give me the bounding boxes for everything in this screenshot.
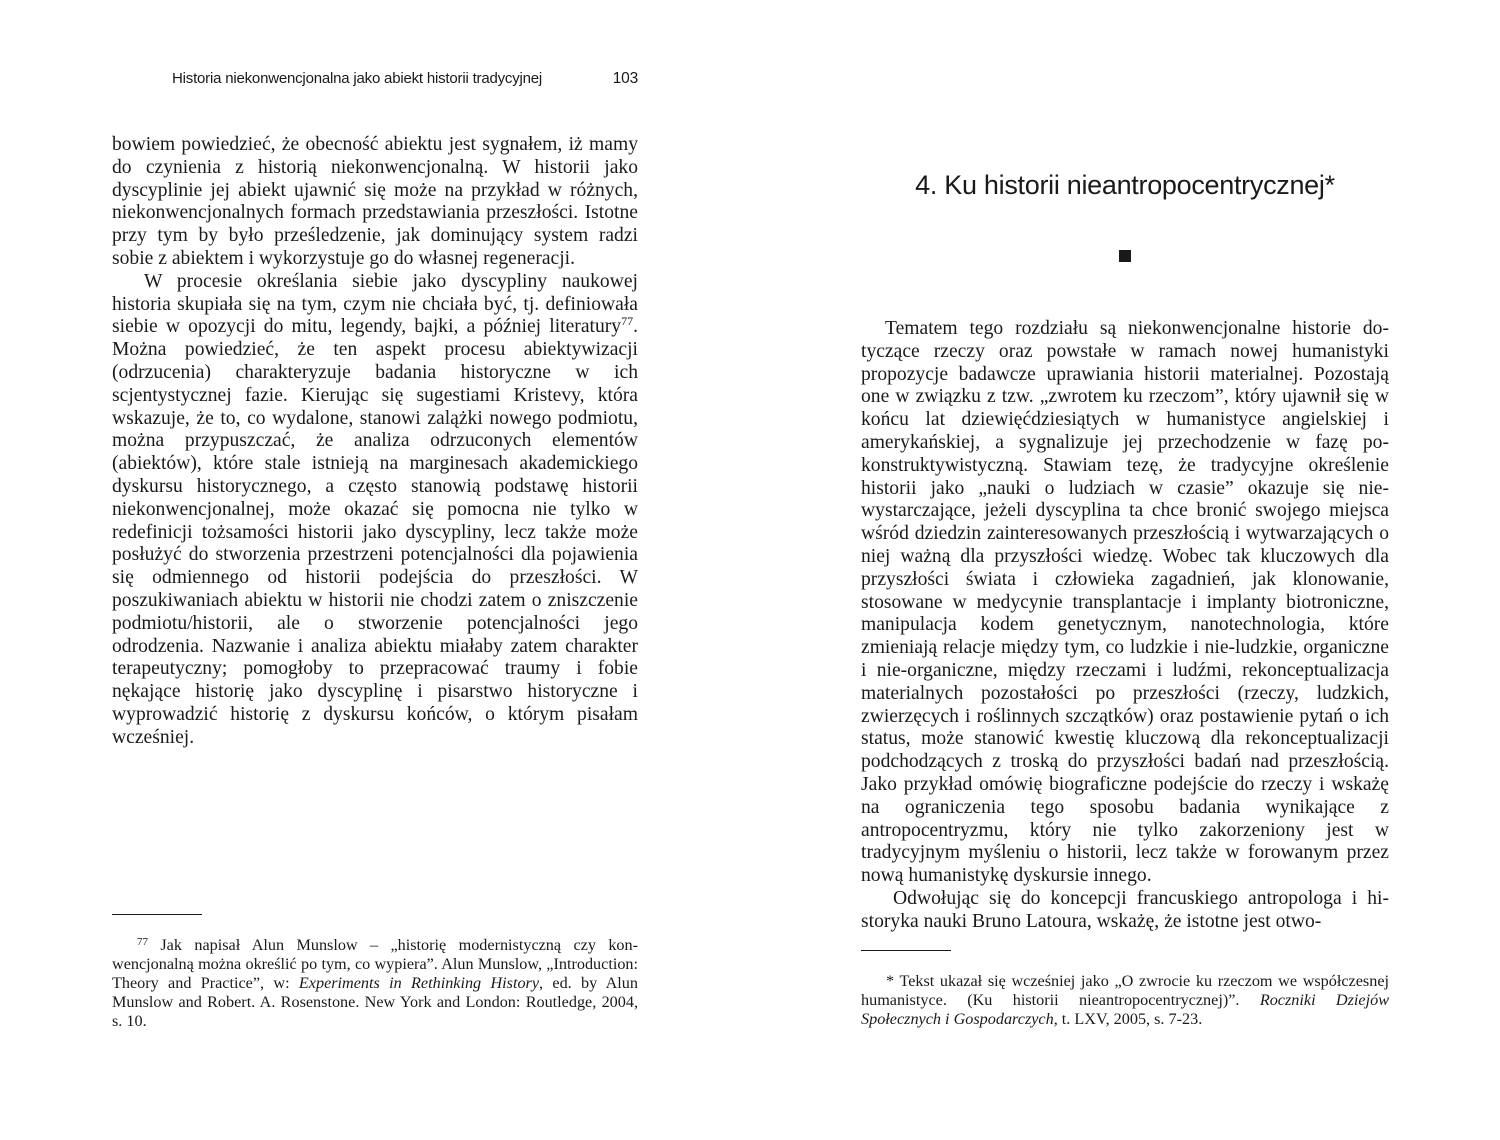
left-page <box>112 0 638 1140</box>
right-body-text <box>861 318 1389 934</box>
chapter-title: 4. Ku historii nieantropocentrycznej* <box>915 170 1335 200</box>
paragraph: bowiem powiedzieć, że obecność abiektu jest sygnałem, iż mamy do czynienia z historią niekonwencjonalną. W historii jako dyscyplinie jej abiekt ujawnić się może na przykład w różnych, niekonwencjonalnych formach przedstawiania przeszłości. Istotne przy tym by było prześledzenie, jak dominujący system radzi sobie z abiektem i wykorzystuje go do własnej regeneracji. <box>112 134 638 269</box>
ornament-square-icon <box>1119 250 1131 262</box>
footnote-marker: 77 <box>137 936 148 948</box>
paragraph-text: W procesie określania siebie jako dyscypliny naukowej historia skupiała się na tym, czym nie chciała być, tj. definiowała siebie w opozycji do mitu, legendy, bajki, a później literatury <box>112 270 638 338</box>
footnote-text: * Tekst ukazał się wcześniej jako „O zwrocie ku rzeczom we współczesnej humanistyce. (Ku historii nieantropocentrycznej)”. <box>861 972 1389 1009</box>
footnote-divider <box>112 914 202 915</box>
running-head-title: Historia niekonwencjonalna jako abiekt historii tradycyjnej <box>172 70 543 87</box>
footnote-text: , t. LXV, 2005, s. 7-23. <box>1053 1010 1203 1028</box>
paragraph <box>112 271 638 750</box>
paragraph: Odwołując się do koncepcji francuskiego antropologa i historyka nauki Bruno Latoura, wskażę, że istotne jest otwo- <box>861 887 1389 932</box>
footnote-text: , ed. by Alun Munslow and Robert. A. Rosenstone. New York and London: Routledge, 2004, s. 10. <box>112 974 638 1030</box>
paragraph-text: . Można powiedzieć, że ten aspekt procesu abiektywizacji (odrzucenia) charakteryzuje badania historyczne w ich scjentystycznej fazie. Kierując się sugestiami Kristevy, która wskazuje, że to, co wydalone, stanowi zalążki nowego podmiotu, można przypuszczać, że analiza odrzuconych elementów (abiektów), które stale istnieją na marginesach akademickiego dyskursu historycznego, a często stanowią podstawę historii niekonwencjonalnej, może okazać się pomocna nie tylko w redefinicji tożsamości historii jako dyscypliny, lecz także może posłużyć do stworzenia przestrzeni potencjalności dla pojawienia się odmiennego od historii podejścia do przeszłości. W poszukiwaniach abiektu w historii nie chodzi zatem o zniszczenie podmiotu/historii, ale o stworzenie potencjalności jego odrodzenia. Nazwanie i analiza abiektu miałaby zatem charakter terapeutyczny; pomogłoby to przepracować traumy i fobie nękające historię jako dyscyplinę i pisarstwo historyczne i wyprowadzić historię z dyskursu końców, o którym pisałam wcześniej. <box>112 316 638 748</box>
page-number: 103 <box>612 70 638 87</box>
left-body-text <box>112 134 638 750</box>
footnote <box>112 936 638 1031</box>
footnote-reference[interactable]: 77 <box>621 314 634 329</box>
paragraph: Tematem tego rozdziału są niekonwencjonalne historie dotyczące rzeczy oraz powstałe w ramach nowej humanistyki propozycje badawcze uprawiania historii materialnej. Pozostają one w związku z tzw. „zwrotem ku rzeczom”, który ujawnił się w końcu lat dziewięćdziesiątych w humanistyce angielskiej i amerykańskiej, a sygnalizuje jej przechodzenie w fazę po-konstruktywistyczną. Stawiam tezę, że tradycyjne określenie historii jako „nauki o ludziach w czasie” okazuje się niewystarczające, jeżeli dyscyplina ta chce bronić swojego miejsca wśród dziedzin zainteresowanych przeszłością i wytwarzających o niej ważną dla przyszłości wiedzę. Wobec tak kluczowych dla przyszłości świata i człowieka zagadnień, jak klonowanie, stosowane w medycynie transplantacje i implanty biotroniczne, manipulacja kodem genetycznym, nanotechnologia, które zmieniają relacje między tym, co ludzkie i nie-ludzkie, organiczne i nie-organiczne, między rzeczami i ludźmi, rekonceptualizacja materialnych pozostałości po przeszłości (rzeczy, ludzkich, zwierzęcych i roślinnych szczątków) oraz postawienie pytań o ich status, może stanowić kwestię kluczową dla rekonceptualizacji podchodzących z troską do przyszłości badań nad przeszłością. Jako przykład omówię biograficzne podejście do rzeczy i wskażę na ograniczenia tego sposobu badania wynikające z antropocentryzmu, który nie tylko zakorzeniony jest w tradycyjnym myśleniu o historii, lecz także w forowanym przez nową humanistykę dyskursie innego. <box>861 318 1389 887</box>
footnote-title: Roczniki Dziejów Społecznych i Gospodarczych <box>861 991 1389 1028</box>
footnote <box>861 972 1389 1029</box>
footnote-divider <box>861 950 951 951</box>
right-page <box>861 0 1389 1140</box>
footnote-text: Jak napisał Alun Munslow – „historię modernistyczną czy konwencjonalną można określić po tym, co wypiera”. Alun Munslow, „Introduction: Theory and Practice”, w: <box>112 936 638 992</box>
running-head <box>172 70 638 88</box>
footnote-title: Experiments in Rethinking History <box>298 974 540 992</box>
